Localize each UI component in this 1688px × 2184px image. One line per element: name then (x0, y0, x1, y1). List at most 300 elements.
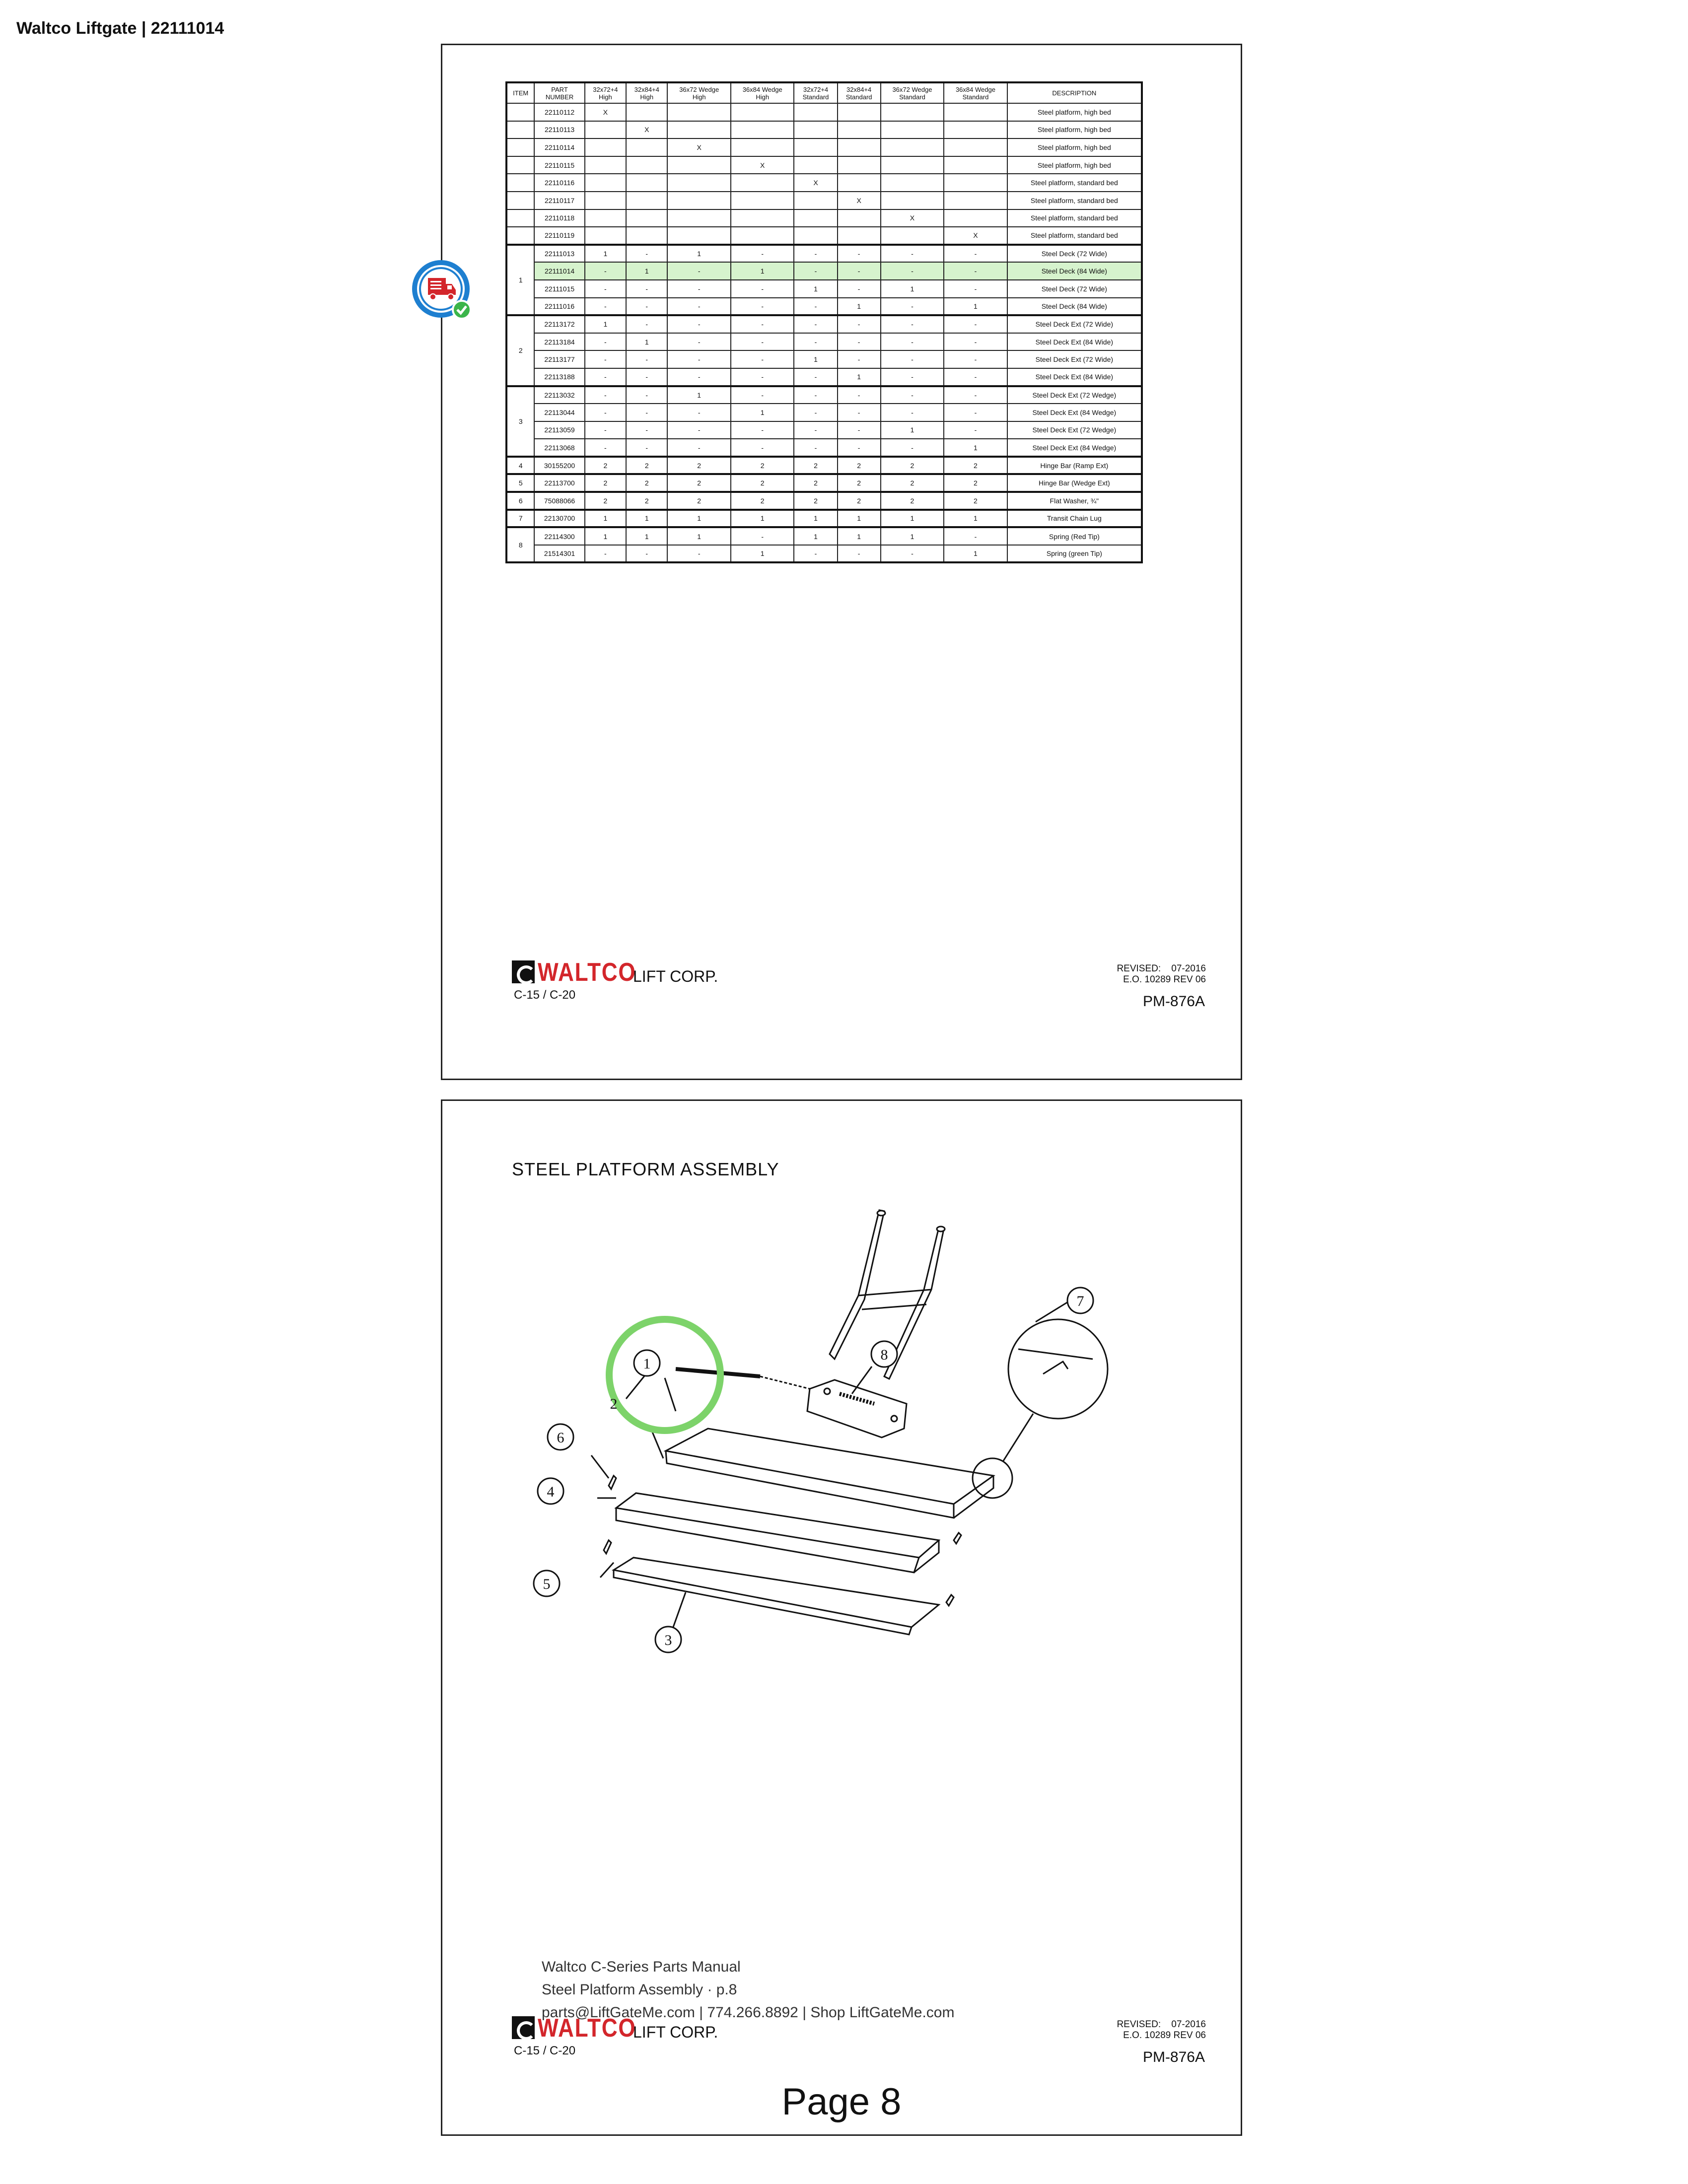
part-number-cell: 22110117 (534, 192, 584, 209)
quantity-cell: X (944, 227, 1007, 245)
eo-number: E.O. 10289 REV 06 (1123, 974, 1206, 985)
model-label: C-15 / C-20 (514, 2044, 576, 2057)
part-number-cell: 22110119 (534, 227, 584, 245)
delivery-truck-icon (410, 258, 476, 324)
item-cell: 2 (506, 315, 534, 386)
quantity-cell: - (731, 527, 794, 545)
hinge-pin (676, 1369, 810, 1389)
revision-block (1117, 2019, 1206, 2041)
description-cell: Spring (green Tip) (1007, 545, 1142, 563)
quantity-cell (944, 138, 1007, 156)
quantity-cell (731, 192, 794, 209)
hinge-bar-left (609, 1476, 616, 1489)
steel-deck (666, 1429, 993, 1518)
lift-corp-label: LIFT CORP. (633, 967, 718, 985)
quantity-cell: - (881, 350, 944, 368)
quantity-cell: 2 (794, 457, 837, 475)
quantity-cell (585, 227, 626, 245)
quantity-cell: - (626, 545, 667, 563)
table-row[interactable] (506, 421, 1142, 439)
table-row[interactable] (506, 386, 1142, 404)
table-header-row (506, 82, 1142, 103)
svg-text:3: 3 (664, 1632, 672, 1648)
column-header: DESCRIPTION (1007, 82, 1142, 103)
quantity-cell: 1 (838, 510, 881, 528)
part-number-cell: 22110116 (534, 174, 584, 192)
quantity-cell: 1 (794, 510, 837, 528)
description-cell: Steel Deck (72 Wide) (1007, 245, 1142, 263)
table-row[interactable] (506, 350, 1142, 368)
quantity-cell: 1 (731, 510, 794, 528)
quantity-cell: - (881, 545, 944, 563)
item-cell (506, 103, 534, 121)
description-cell: Steel Deck Ext (72 Wedge) (1007, 386, 1142, 404)
column-header: 32x72+4 High (585, 82, 626, 103)
quantity-cell: 1 (626, 262, 667, 280)
quantity-cell: 1 (881, 421, 944, 439)
quantity-cell (667, 174, 731, 192)
waltco-logo-icon (512, 2016, 535, 2039)
part-number-cell: 22113177 (534, 350, 584, 368)
delivery-truck-badge[interactable] (410, 258, 476, 324)
quantity-cell: - (881, 439, 944, 457)
table-row[interactable] (506, 545, 1142, 563)
quantity-cell: 1 (794, 280, 837, 298)
quantity-cell: 2 (881, 492, 944, 510)
table-row[interactable] (506, 245, 1142, 263)
quantity-cell: - (667, 404, 731, 421)
quantity-cell: - (838, 280, 881, 298)
item-cell: 1 (506, 245, 534, 315)
item-cell: 4 (506, 457, 534, 475)
part-number-cell: 22113059 (534, 421, 584, 439)
quantity-cell (731, 103, 794, 121)
quantity-cell: - (585, 368, 626, 386)
svg-text:7: 7 (1076, 1293, 1084, 1309)
quantity-cell (731, 174, 794, 192)
column-header: 32x72+4 Standard (794, 82, 837, 103)
callout-8 (871, 1341, 897, 1367)
column-header: 36x72 Wedge High (667, 82, 731, 103)
quantity-cell: 2 (881, 457, 944, 475)
part-number-cell: 21514301 (534, 545, 584, 563)
quantity-cell: - (881, 368, 944, 386)
quantity-cell (881, 103, 944, 121)
part-number-cell: 22110118 (534, 209, 584, 227)
quantity-cell: X (626, 121, 667, 139)
quantity-cell: - (794, 421, 837, 439)
quantity-cell: 2 (667, 492, 731, 510)
table-row[interactable] (506, 315, 1142, 333)
quantity-cell: 1 (626, 527, 667, 545)
quantity-cell (944, 174, 1007, 192)
description-cell: Steel Deck (72 Wide) (1007, 280, 1142, 298)
quantity-cell: - (838, 245, 881, 263)
quantity-cell: - (667, 280, 731, 298)
quantity-cell: - (626, 350, 667, 368)
quantity-cell (585, 121, 626, 139)
table-row[interactable] (506, 527, 1142, 545)
quantity-cell: - (794, 298, 837, 316)
part-number-cell: 22113068 (534, 439, 584, 457)
table-row[interactable] (506, 457, 1142, 475)
callout-6 (548, 1424, 573, 1450)
quantity-cell (794, 227, 837, 245)
quantity-cell (838, 174, 881, 192)
wedge-extension (614, 1558, 939, 1635)
table-row[interactable] (506, 474, 1142, 492)
quantity-cell (626, 192, 667, 209)
quantity-cell: - (626, 315, 667, 333)
table-row[interactable] (506, 333, 1142, 351)
table-row[interactable] (506, 209, 1142, 227)
quantity-cell: 1 (944, 545, 1007, 563)
quantity-cell: 1 (731, 262, 794, 280)
quantity-cell: - (881, 245, 944, 263)
quantity-cell: 2 (585, 457, 626, 475)
quantity-cell: - (667, 368, 731, 386)
highlight-ring (609, 1319, 720, 1431)
quantity-cell: - (731, 315, 794, 333)
quantity-cell: 2 (626, 474, 667, 492)
quantity-cell: 1 (731, 545, 794, 563)
quantity-cell: 2 (731, 457, 794, 475)
table-row[interactable] (506, 227, 1142, 245)
assembly-sheet (441, 1099, 1242, 2136)
quantity-cell: - (881, 333, 944, 351)
quantity-cell: - (585, 439, 626, 457)
quantity-cell: 1 (626, 333, 667, 351)
quantity-cell: 2 (944, 492, 1007, 510)
column-header: 36x72 Wedge Standard (881, 82, 944, 103)
model-label: C-15 / C-20 (514, 988, 576, 1002)
quantity-cell: 1 (667, 510, 731, 528)
quantity-cell: - (838, 386, 881, 404)
quantity-cell: - (585, 404, 626, 421)
quantity-cell: - (731, 421, 794, 439)
quantity-cell: - (838, 545, 881, 563)
quantity-cell (794, 192, 837, 209)
quantity-cell (667, 121, 731, 139)
description-cell: Hinge Bar (Wedge Ext) (1007, 474, 1142, 492)
quantity-cell (881, 138, 944, 156)
quantity-cell: 2 (626, 492, 667, 510)
part-number-cell: 22113032 (534, 386, 584, 404)
quantity-cell: 1 (944, 439, 1007, 457)
callout-3 (655, 1627, 681, 1652)
table-row[interactable] (506, 262, 1142, 280)
quantity-cell: 1 (838, 368, 881, 386)
quantity-cell: - (838, 421, 881, 439)
contact-line[interactable]: parts@LiftGateMe.com | 774.266.8892 | Shop LiftGateMe.com (542, 2004, 955, 2021)
description-cell: Steel Deck Ext (72 Wedge) (1007, 421, 1142, 439)
quantity-cell: - (881, 315, 944, 333)
table-row[interactable] (506, 138, 1142, 156)
quantity-cell: 2 (731, 492, 794, 510)
quantity-cell: 1 (667, 527, 731, 545)
quantity-cell (626, 138, 667, 156)
quantity-cell: 1 (881, 510, 944, 528)
document-title: Waltco Liftgate | 22111014 (16, 19, 224, 38)
svg-text:2: 2 (610, 1396, 618, 1412)
description-cell: Steel platform, standard bed (1007, 174, 1142, 192)
callout-2 (610, 1396, 618, 1412)
waltco-logo-icon (512, 960, 535, 983)
quantity-cell: - (881, 262, 944, 280)
quantity-cell: X (731, 156, 794, 174)
quantity-cell: 2 (626, 457, 667, 475)
svg-text:4: 4 (547, 1484, 555, 1500)
quantity-cell (838, 209, 881, 227)
quantity-cell (881, 174, 944, 192)
quantity-cell: - (626, 439, 667, 457)
quantity-cell: - (626, 368, 667, 386)
quantity-cell: 2 (585, 492, 626, 510)
quantity-cell (667, 156, 731, 174)
quantity-cell: 1 (881, 527, 944, 545)
table-row[interactable] (506, 510, 1142, 528)
part-number-cell: 75088066 (534, 492, 584, 510)
table-row[interactable] (506, 121, 1142, 139)
deck-extension (616, 1493, 939, 1572)
quantity-cell (794, 156, 837, 174)
table-row[interactable] (506, 439, 1142, 457)
manual-section: Steel Platform Assembly · p.8 (542, 1981, 737, 1998)
quantity-cell: - (944, 527, 1007, 545)
quantity-cell (585, 192, 626, 209)
item-cell (506, 121, 534, 139)
item-cell (506, 227, 534, 245)
quantity-cell: - (944, 368, 1007, 386)
quantity-cell: - (585, 421, 626, 439)
quantity-cell (838, 121, 881, 139)
quantity-cell: 2 (944, 457, 1007, 475)
quantity-cell: X (881, 209, 944, 227)
description-cell: Flat Washer, ¾" (1007, 492, 1142, 510)
callout-7 (1067, 1288, 1093, 1313)
part-number-cell: 22113172 (534, 315, 584, 333)
table-row[interactable] (506, 156, 1142, 174)
quantity-cell: 2 (838, 474, 881, 492)
quantity-cell (626, 227, 667, 245)
quantity-cell: 2 (944, 474, 1007, 492)
assembly-title: STEEL PLATFORM ASSEMBLY (512, 1159, 779, 1179)
item-cell: 5 (506, 474, 534, 492)
quantity-cell: - (881, 386, 944, 404)
column-header: PART NUMBER (534, 82, 584, 103)
quantity-cell: 1 (585, 245, 626, 263)
quantity-cell (667, 227, 731, 245)
quantity-cell: - (944, 315, 1007, 333)
description-cell: Steel Deck Ext (72 Wide) (1007, 350, 1142, 368)
item-cell: 7 (506, 510, 534, 528)
quantity-cell: - (838, 333, 881, 351)
quantity-cell: 1 (838, 527, 881, 545)
logo-wordmark: WALTCO (538, 958, 636, 987)
callout-1 (634, 1350, 660, 1376)
quantity-cell (585, 156, 626, 174)
item-cell (506, 156, 534, 174)
quantity-cell: - (794, 439, 837, 457)
quantity-cell: - (585, 280, 626, 298)
quantity-cell (626, 156, 667, 174)
quantity-cell (626, 103, 667, 121)
quantity-cell: 2 (881, 474, 944, 492)
quantity-cell: - (585, 333, 626, 351)
quantity-cell: - (794, 333, 837, 351)
quantity-cell: - (944, 245, 1007, 263)
part-number-cell: 22110113 (534, 121, 584, 139)
quantity-cell (881, 121, 944, 139)
quantity-cell (881, 192, 944, 209)
description-cell: Spring (Red Tip) (1007, 527, 1142, 545)
logo-wordmark: WALTCO (538, 2014, 636, 2043)
quantity-cell: - (794, 262, 837, 280)
quantity-cell: 1 (944, 298, 1007, 316)
quantity-cell: - (731, 439, 794, 457)
quantity-cell (838, 156, 881, 174)
description-cell: Hinge Bar (Ramp Ext) (1007, 457, 1142, 475)
quantity-cell: - (731, 368, 794, 386)
quantity-cell: - (794, 386, 837, 404)
description-cell: Steel platform, high bed (1007, 121, 1142, 139)
quantity-cell: - (731, 333, 794, 351)
lift-corp-label: LIFT CORP. (633, 2023, 718, 2041)
quantity-cell: 2 (731, 474, 794, 492)
quantity-cell: X (585, 103, 626, 121)
quantity-cell (667, 192, 731, 209)
part-number-cell: 22113184 (534, 333, 584, 351)
quantity-cell: 1 (667, 245, 731, 263)
quantity-cell (731, 121, 794, 139)
quantity-cell: - (626, 421, 667, 439)
description-cell: Steel Deck (84 Wide) (1007, 262, 1142, 280)
quantity-cell (838, 227, 881, 245)
quantity-cell: - (881, 404, 944, 421)
svg-text:5: 5 (543, 1576, 551, 1592)
revision-block (1117, 963, 1206, 985)
quantity-cell: - (944, 333, 1007, 351)
quantity-cell: - (838, 404, 881, 421)
quantity-cell: X (838, 192, 881, 209)
pm-number: PM-876A (1142, 993, 1205, 1010)
spring-housing (807, 1380, 907, 1437)
quantity-cell: 1 (881, 280, 944, 298)
quantity-cell (794, 103, 837, 121)
quantity-cell: - (585, 386, 626, 404)
item-cell: 3 (506, 386, 534, 457)
quantity-cell: - (794, 245, 837, 263)
column-header: 36x84 Wedge Standard (944, 82, 1007, 103)
description-cell: Steel platform, standard bed (1007, 209, 1142, 227)
table-row[interactable] (506, 192, 1142, 209)
quantity-cell (944, 156, 1007, 174)
quantity-cell: 1 (794, 527, 837, 545)
quantity-cell: - (731, 280, 794, 298)
quantity-cell: - (626, 404, 667, 421)
part-number-cell: 22111013 (534, 245, 584, 263)
parts-list-sheet (441, 44, 1242, 1080)
quantity-cell: - (944, 386, 1007, 404)
quantity-cell: - (731, 298, 794, 316)
quantity-cell: - (667, 421, 731, 439)
table-row[interactable] (506, 298, 1142, 316)
quantity-cell (585, 174, 626, 192)
column-header: 32x84+4 Standard (838, 82, 881, 103)
svg-text:1: 1 (643, 1356, 651, 1372)
quantity-cell: - (838, 262, 881, 280)
quantity-cell: 2 (794, 474, 837, 492)
part-number-cell: 22110115 (534, 156, 584, 174)
quantity-cell: - (667, 315, 731, 333)
detail-circle (1008, 1319, 1108, 1419)
svg-text:6: 6 (557, 1430, 564, 1446)
table-row[interactable] (506, 174, 1142, 192)
item-cell (506, 209, 534, 227)
description-cell: Steel Deck Ext (72 Wide) (1007, 315, 1142, 333)
quantity-cell: - (881, 298, 944, 316)
quantity-cell: - (838, 350, 881, 368)
table-row[interactable] (506, 404, 1142, 421)
quantity-cell: - (626, 245, 667, 263)
part-number-cell: 22130700 (534, 510, 584, 528)
hinge-bar-right-lower (946, 1595, 954, 1606)
quantity-cell: - (585, 545, 626, 563)
quantity-cell: 1 (585, 527, 626, 545)
quantity-cell: - (838, 315, 881, 333)
quantity-cell: - (585, 298, 626, 316)
description-cell: Steel Deck Ext (84 Wide) (1007, 333, 1142, 351)
quantity-cell: - (794, 315, 837, 333)
revised-label: REVISED: (1117, 963, 1161, 974)
table-row[interactable] (506, 280, 1142, 298)
table-row[interactable] (506, 103, 1142, 121)
table-row[interactable] (506, 492, 1142, 510)
quantity-cell: 2 (667, 474, 731, 492)
part-number-cell: 22110112 (534, 103, 584, 121)
quantity-cell: 2 (585, 474, 626, 492)
quantity-cell (626, 174, 667, 192)
quantity-cell: - (794, 368, 837, 386)
quantity-cell: 1 (585, 510, 626, 528)
quantity-cell: 1 (626, 510, 667, 528)
quantity-cell: 2 (838, 492, 881, 510)
description-cell: Steel platform, standard bed (1007, 192, 1142, 209)
item-cell (506, 192, 534, 209)
quantity-cell (881, 227, 944, 245)
description-cell: Steel platform, standard bed (1007, 227, 1142, 245)
quantity-cell: - (667, 333, 731, 351)
page-label: Page 8 (781, 2081, 902, 2123)
description-cell: Steel platform, high bed (1007, 156, 1142, 174)
quantity-cell: 1 (944, 510, 1007, 528)
quantity-cell (838, 138, 881, 156)
quantity-cell (944, 103, 1007, 121)
column-header: 32x84+4 High (626, 82, 667, 103)
quantity-cell: - (626, 386, 667, 404)
waltco-logo (512, 2014, 636, 2043)
part-number-cell: 22111014 (534, 262, 584, 280)
quantity-cell: - (794, 545, 837, 563)
quantity-cell: - (731, 245, 794, 263)
waltco-logo (512, 958, 636, 987)
quantity-cell (794, 138, 837, 156)
quantity-cell: X (667, 138, 731, 156)
table-row[interactable] (506, 368, 1142, 386)
quantity-cell: - (731, 386, 794, 404)
callout-5 (534, 1570, 560, 1596)
quantity-cell (585, 209, 626, 227)
